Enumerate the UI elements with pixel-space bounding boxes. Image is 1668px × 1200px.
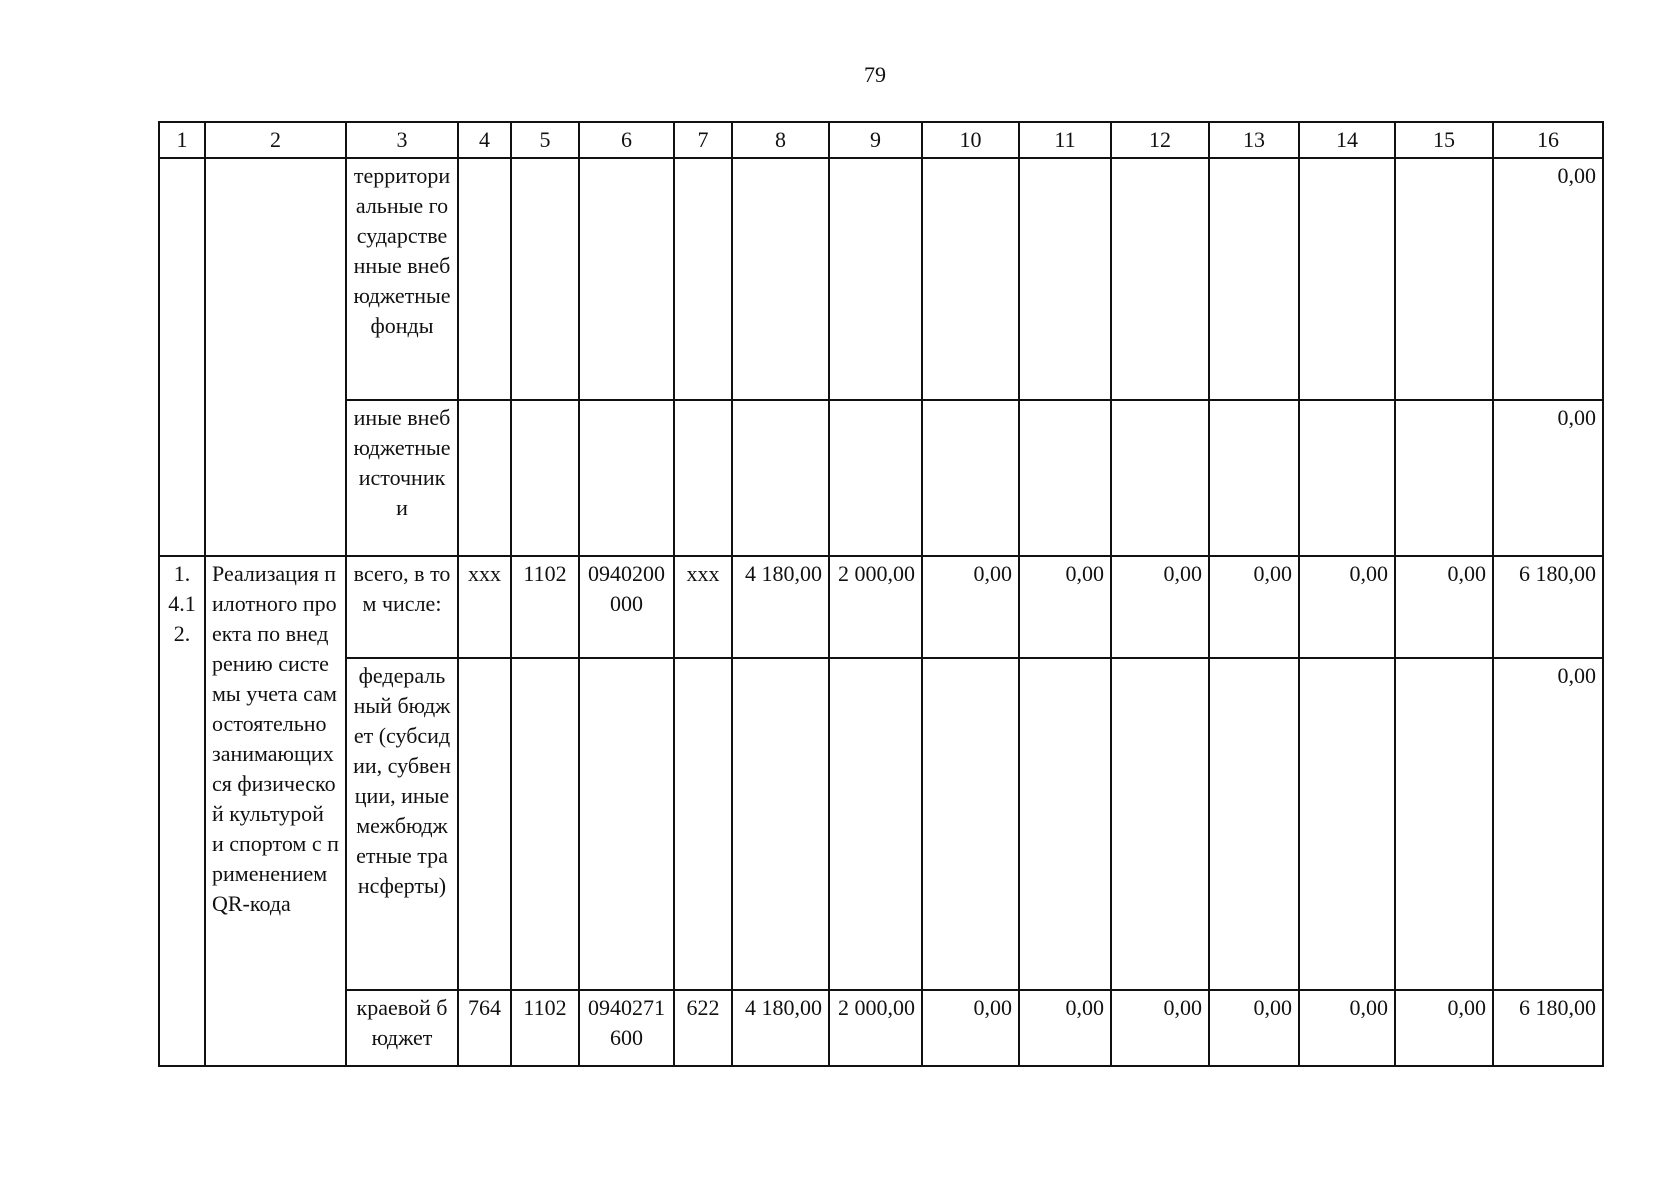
table-row-regional-budget xyxy=(159,990,1603,1066)
column-number: 3 xyxy=(346,122,458,158)
value-cell: 0,00 xyxy=(1299,556,1395,658)
funding-source-cell: краевой бюджет xyxy=(346,990,458,1066)
table-row-other-sources xyxy=(159,400,1603,556)
funding-source-cell: всего, в том числе: xyxy=(346,556,458,658)
value-cell: 2 000,00 xyxy=(829,556,922,658)
expense-type-cell: ххх xyxy=(674,556,732,658)
value-cell: 0,00 xyxy=(922,990,1019,1066)
item-name-cell: Реализация пилотного проекта по внедрению системы учета самостоятельно занимающихся физической культурой и спортом с применением QR-кода xyxy=(205,556,346,1066)
total-value-cell: 6 180,00 xyxy=(1493,990,1603,1066)
target-article-cell: 0940200000 xyxy=(579,556,674,658)
value-cell: 0,00 xyxy=(922,556,1019,658)
table-row-item-total xyxy=(159,556,1603,658)
value-cell: 0,00 xyxy=(1111,990,1209,1066)
grbs-code-cell: ххх xyxy=(458,556,511,658)
column-number: 8 xyxy=(732,122,829,158)
column-number: 7 xyxy=(674,122,732,158)
table-row-federal-budget xyxy=(159,658,1603,990)
total-value-cell: 0,00 xyxy=(1493,158,1603,400)
column-number: 6 xyxy=(579,122,674,158)
value-cell: 0,00 xyxy=(1111,556,1209,658)
value-cell: 2 000,00 xyxy=(829,990,922,1066)
column-number: 16 xyxy=(1493,122,1603,158)
column-number: 5 xyxy=(511,122,579,158)
item-number-cell: 1.4.12. xyxy=(159,556,205,1066)
value-cell: 4 180,00 xyxy=(732,556,829,658)
value-cell: 4 180,00 xyxy=(732,990,829,1066)
funding-source-cell: территориальные государственные внебюджетные фонды xyxy=(346,158,458,400)
empty-cell xyxy=(205,158,346,556)
column-number: 1 xyxy=(159,122,205,158)
value-cell: 0,00 xyxy=(1395,556,1493,658)
value-cell: 0,00 xyxy=(1395,990,1493,1066)
column-number: 13 xyxy=(1209,122,1299,158)
budget-table xyxy=(158,121,1604,1067)
column-number: 15 xyxy=(1395,122,1493,158)
column-number: 9 xyxy=(829,122,922,158)
value-cell: 0,00 xyxy=(1209,990,1299,1066)
empty-cell xyxy=(159,158,205,556)
column-number: 14 xyxy=(1299,122,1395,158)
total-value-cell: 0,00 xyxy=(1493,400,1603,556)
column-number: 2 xyxy=(205,122,346,158)
value-cell: 0,00 xyxy=(1209,556,1299,658)
expense-type-cell: 622 xyxy=(674,990,732,1066)
column-number-row xyxy=(159,122,1603,158)
value-cell: 0,00 xyxy=(1299,990,1395,1066)
total-value-cell: 6 180,00 xyxy=(1493,556,1603,658)
grbs-code-cell: 764 xyxy=(458,990,511,1066)
column-number: 11 xyxy=(1019,122,1111,158)
total-value-cell: 0,00 xyxy=(1493,658,1603,990)
value-cell: 0,00 xyxy=(1019,556,1111,658)
section-code-cell: 1102 xyxy=(511,556,579,658)
value-cell: 0,00 xyxy=(1019,990,1111,1066)
table-row-territorial-funds xyxy=(159,158,1603,400)
funding-source-cell: федеральный бюджет (субсидии, субвенции, иные межбюджетные трансферты) xyxy=(346,658,458,990)
column-number: 4 xyxy=(458,122,511,158)
column-number: 10 xyxy=(922,122,1019,158)
section-code-cell: 1102 xyxy=(511,990,579,1066)
page-number: 79 xyxy=(864,62,886,87)
target-article-cell: 0940271600 xyxy=(579,990,674,1066)
funding-source-cell: иные внебюджетные источники xyxy=(346,400,458,556)
column-number: 12 xyxy=(1111,122,1209,158)
